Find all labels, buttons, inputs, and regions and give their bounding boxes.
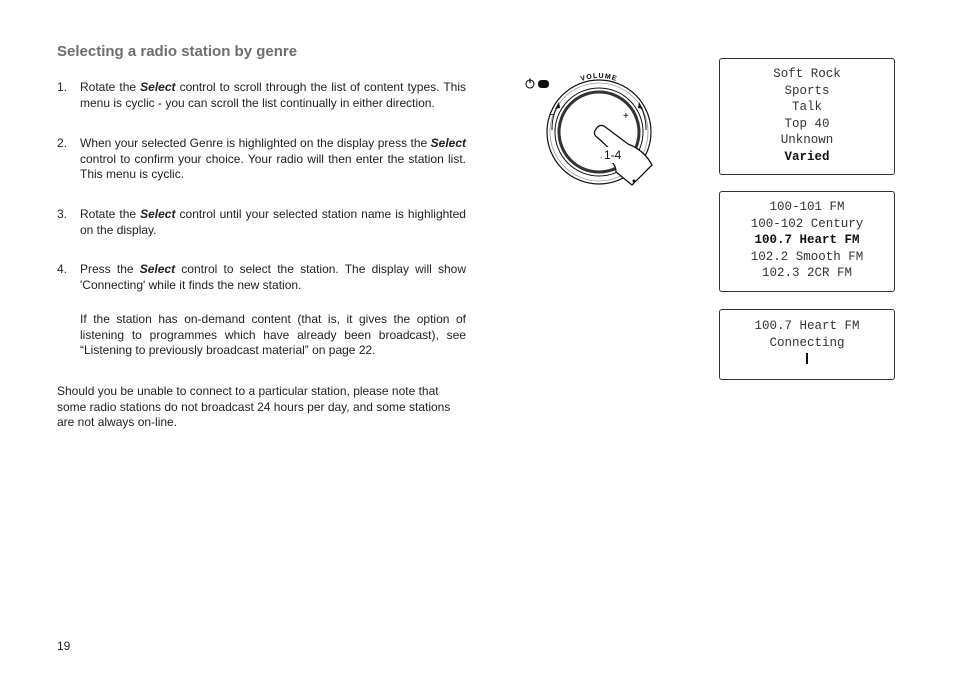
step-2: [57, 136, 466, 183]
progress-cursor: [720, 351, 894, 368]
connecting-display: [719, 309, 895, 380]
station-item: 100-101 FM: [769, 200, 845, 214]
step-3: [57, 207, 466, 238]
standby-button-icon: [538, 80, 549, 88]
step-text: Rotate the Select control until your selected station name is highlighted on the display.: [80, 207, 466, 237]
svg-text:−: −: [549, 110, 555, 121]
station-item: 102.3 2CR FM: [761, 266, 852, 280]
step-number: 2.: [57, 136, 68, 150]
power-icon: [526, 79, 534, 89]
station-item: 100-102 Century: [750, 216, 864, 231]
connection-note: Should you be unable to connect to a particular station, please note that some radio stations do not broadcast 24 hours per day, and some stations are not always on-line.: [57, 384, 451, 429]
volume-knob-icon: [520, 70, 660, 195]
genre-list-display: [719, 58, 895, 175]
genre-item: Soft Rock: [773, 67, 841, 81]
page-number: 19: [57, 639, 71, 653]
genre-item: Unknown: [780, 133, 834, 147]
section-heading: Selecting a radio station by genre: [57, 43, 298, 60]
svg-text:VOLUME: VOLUME: [579, 72, 619, 84]
station-list-display: [719, 191, 895, 292]
genre-item: Talk: [791, 100, 822, 114]
step-text: Press the Select control to select the station. The display will show 'Connecting' while it finds the new station.: [80, 262, 466, 292]
genre-item: Top 40: [784, 116, 830, 131]
volume-control-illustration: [520, 70, 660, 195]
step-4: [57, 262, 466, 359]
genre-item: Sports: [784, 83, 830, 98]
connecting-status: Connecting: [769, 335, 845, 350]
svg-text:+: +: [623, 111, 629, 122]
svg-text:1-4: 1-4: [604, 148, 622, 162]
step-text: When your selected Genre is highlighted on the display press the Select control to confirm your choice. Your radio will then enter the station list. This menu is cyclic.: [80, 136, 466, 181]
step-1: [57, 80, 466, 111]
station-item-selected: 100.7 Heart FM: [754, 233, 860, 247]
step-4-note: If the station has on-demand content (that is, it gives the option of listening to programmes which have already been broadcast), see “Listening to previously broadcast material” on page 22.: [80, 312, 466, 357]
step-number: 4.: [57, 262, 68, 276]
step-number: 1.: [57, 80, 68, 94]
genre-item-selected: Varied: [784, 149, 830, 164]
station-item: 102.2 Smooth FM: [750, 249, 864, 264]
step-text: Rotate the Select control to scroll through the list of content types. This menu is cyclic - you can scroll the list continually in either direction.: [80, 80, 466, 110]
connecting-station: 100.7 Heart FM: [754, 319, 860, 333]
step-number: 3.: [57, 207, 68, 221]
cursor-bar-icon: [806, 353, 808, 364]
